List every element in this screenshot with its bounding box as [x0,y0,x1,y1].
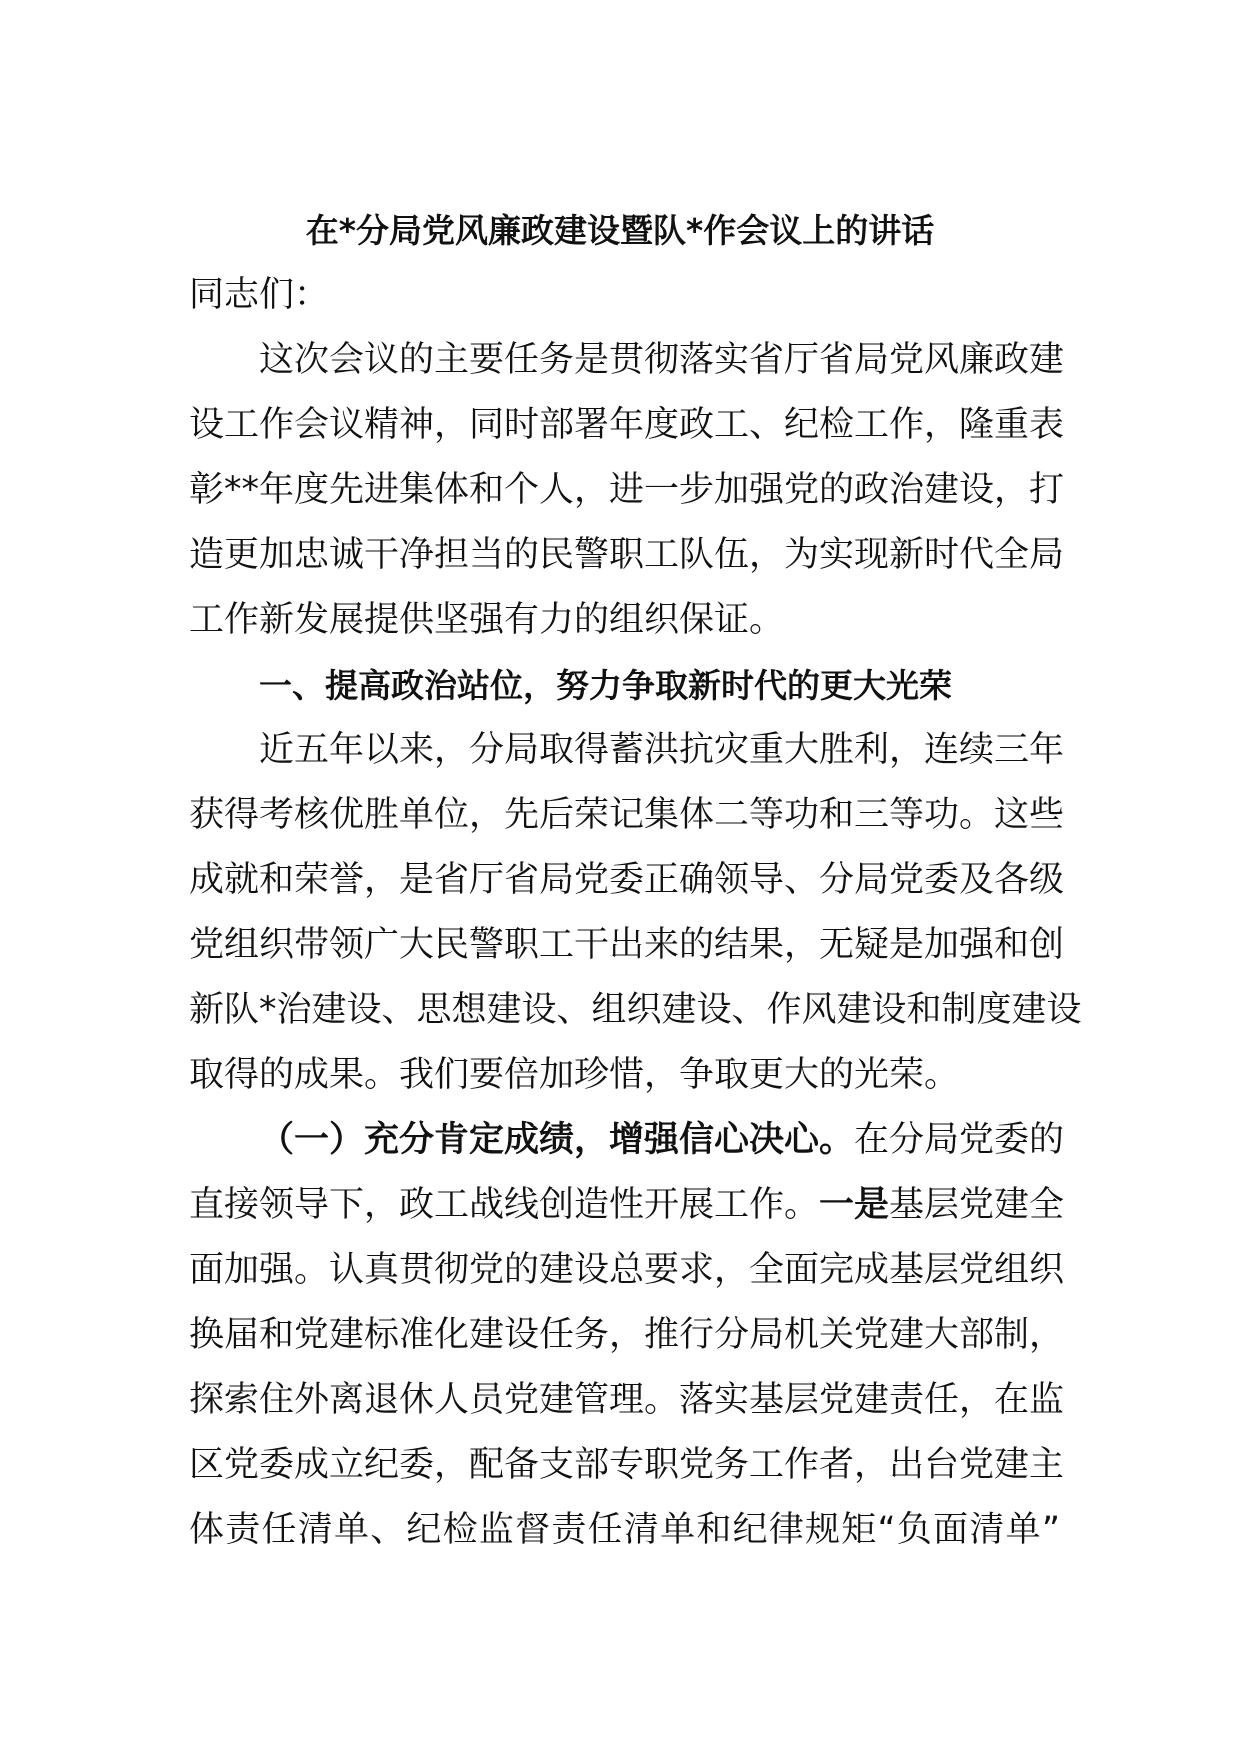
paragraph-2-line: 党组织带领广大民警职工干出来的结果，无疑是加强和创 [189,925,1065,965]
paragraph-3-line [259,1108,1065,1173]
paragraph-1-line: 彰**年度先进集体和个人，进一步加强党的政治建设，打 [189,470,1065,510]
paragraph-2-line: 成就和荣誉，是省厅省局党委正确领导、分局党委及各级 [189,860,1065,900]
paragraph-3-text: 基层党建全 [889,1185,1065,1225]
paragraph-3-line: 体责任清单、纪检监督责任清单和纪律规矩“负面清单” [189,1510,1060,1550]
paragraph-2-line: 新队*治建设、思想建设、组织建设、作风建设和制度建设 [189,990,1082,1030]
paragraph-3-text: 在分局党委的 [854,1120,1065,1160]
paragraph-2-line: 取得的成果。我们要倍加珍惜，争取更大的光荣。 [189,1055,960,1095]
paragraph-1-line: 工作新发展提供坚强有力的组织保证。 [189,600,785,640]
paragraph-3-line: 换届和党建标准化建设任务，推行分局机关党建大部制， [189,1315,1065,1355]
paragraph-2-line: 获得考核优胜单位，先后荣记集体二等功和三等功。这些 [189,795,1065,835]
subheading-1: （一）充分肯定成绩，增强信心决心。 [259,1120,855,1160]
point-marker: 一是 [819,1185,890,1225]
document-title: 在*分局党风廉政建设暨队*作会议上的讲话 [305,211,935,250]
paragraph-1-line: 造更加忠诚干净担当的民警职工队伍，为实现新时代全局 [189,535,1065,575]
paragraph-3-line: 面加强。认真贯彻党的建设总要求，全面完成基层党组织 [189,1250,1065,1290]
paragraph-3-line: 区党委成立纪委，配备支部专职党务工作者，出台党建主 [189,1445,1065,1485]
section-heading-1: 一、提高政治站位，努力争取新时代的更大光荣 [259,666,952,705]
paragraph-3-line [189,1173,1065,1238]
paragraph-1-line: 这次会议的主要任务是贯彻落实省厅省局党风廉政建 [259,340,1065,380]
paragraph-2-line: 近五年以来，分局取得蓄洪抗灾重大胜利，连续三年 [259,730,1065,770]
paragraph-3-text: 直接领导下，政工战线创造性开展工作。 [189,1185,820,1225]
paragraph-1-line: 设工作会议精神，同时部署年度政工、纪检工作，隆重表 [189,405,1065,445]
paragraph-3-line: 探索住外离退休人员党建管理。落实基层党建责任，在监 [189,1380,1065,1420]
salutation: 同志们： [189,275,330,315]
